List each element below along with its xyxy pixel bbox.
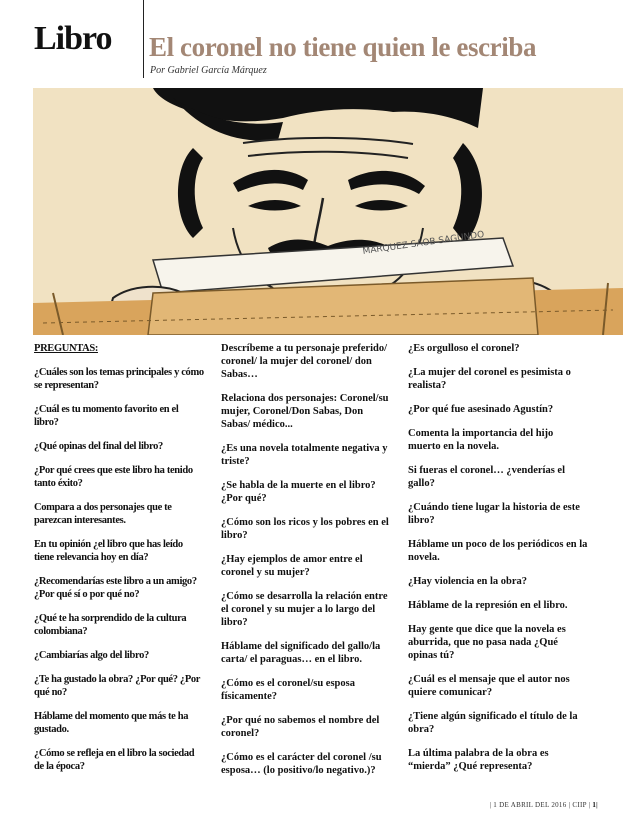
questions-column-3	[408, 342, 588, 784]
question-item: ¿Cuándo tiene lugar la historia de este libro?	[408, 502, 580, 526]
questions-column-1	[34, 342, 204, 784]
header-divider	[143, 0, 144, 78]
question-item: ¿Cómo se desarrolla la relación entre el coronel y su mujer a lo largo del libro?	[221, 591, 388, 628]
question-item: Hay gente que dice que la novela es aburrida, que no pasa nada ¿Qué opinas tú?	[408, 624, 566, 661]
question-item: ¿Cómo se refleja en el libro la sociedad de la época?	[34, 748, 195, 772]
question-item: ¿Cómo es el carácter del coronel /su esposa… (lo positivo/lo negativo.)?	[221, 752, 382, 776]
question-item: Háblame del significado del gallo/la carta/ el paraguas… en el libro.	[221, 641, 381, 665]
question-item: ¿Se habla de la muerte en el libro? ¿Por qué?	[221, 480, 376, 504]
paper-text: MARQUEZ SAOB SAGUNDO	[362, 229, 485, 257]
question-item: ¿Cómo es el coronel/su esposa físicamente?	[221, 678, 355, 702]
question-item: ¿Qué opinas del final del libro?	[34, 441, 163, 452]
question-item: ¿Tiene algún significado el título de la obra?	[408, 711, 578, 735]
question-item: ¿Hay ejemplos de amor entre el coronel y su mujer?	[221, 554, 363, 578]
question-item: Descríbeme a tu personaje preferido/ coronel/ la mujer del coronel/ don Sabas…	[221, 343, 388, 380]
footer-label: CIIP |	[572, 801, 591, 809]
question-item: ¿Recomendarías este libro a un amigo? ¿Por qué sí o por qué no?	[34, 576, 197, 600]
question-item: Háblame del momento que más te ha gustado.	[34, 711, 189, 735]
question-item: ¿Por qué fue asesinado Agustín?	[408, 404, 554, 415]
question-item: ¿Te ha gustado la obra? ¿Por qué? ¿Por qué no?	[34, 674, 200, 698]
question-item: Háblame de la represión en el libro.	[408, 600, 568, 611]
page-number: 1|	[592, 801, 598, 809]
footer-date: | 1 DE ABRIL DEL 2016 |	[489, 801, 571, 809]
question-item: Háblame un poco de los periódicos en la novela.	[408, 539, 588, 563]
author-byline: Por Gabriel García Márquez	[150, 65, 267, 76]
question-item: ¿Qué te ha sorprendido de la cultura colombiana?	[34, 613, 187, 637]
author-portrait-illustration	[33, 88, 623, 335]
question-item: ¿Por qué crees que este libro ha tenido tanto éxito?	[34, 465, 193, 489]
question-item: ¿La mujer del coronel es pesimista o realista?	[408, 367, 571, 391]
question-item: ¿Cómo son los ricos y los pobres en el libro?	[221, 517, 389, 541]
questions-heading: PREGUNTAS:	[34, 343, 98, 354]
page-title: El coronel no tiene quien le escriba	[149, 32, 537, 62]
section-label: Libro	[34, 20, 112, 57]
question-item: Relaciona dos personajes: Coronel/su mujer, Coronel/Don Sabas, Don Sabas/ médico...	[221, 393, 389, 430]
question-item: ¿Hay violencia en la obra?	[408, 576, 527, 587]
question-item: Compara a dos personajes que te parezcan interesantes.	[34, 502, 172, 526]
question-item: ¿Cuáles son los temas principales y cómo se representan?	[34, 367, 204, 391]
question-item: Si fueras el coronel… ¿venderías el gallo?	[408, 465, 565, 489]
question-item: ¿Cuál es el mensaje que el autor nos quiere comunicar?	[408, 674, 570, 698]
questions-column-2	[221, 342, 391, 788]
question-item: ¿Por qué no sabemos el nombre del coronel?	[221, 715, 380, 739]
question-item: ¿Cambiarías algo del libro?	[34, 650, 149, 661]
question-item: ¿Es orgulloso el coronel?	[408, 343, 520, 354]
question-item: ¿Es una novela totalmente negativa y triste?	[221, 443, 388, 467]
portrait-drawing	[33, 88, 623, 335]
question-item: ¿Cuál es tu momento favorito en el libro?	[34, 404, 179, 428]
page-footer	[0, 801, 598, 809]
page-header	[0, 0, 638, 88]
question-item: La última palabra de la obra es “mierda” ¿Qué representa?	[408, 748, 549, 772]
question-item: Comenta la importancia del hijo muerto en la novela.	[408, 428, 554, 452]
question-item: En tu opinión ¿el libro que has leído tiene relevancia hoy en día?	[34, 539, 183, 563]
